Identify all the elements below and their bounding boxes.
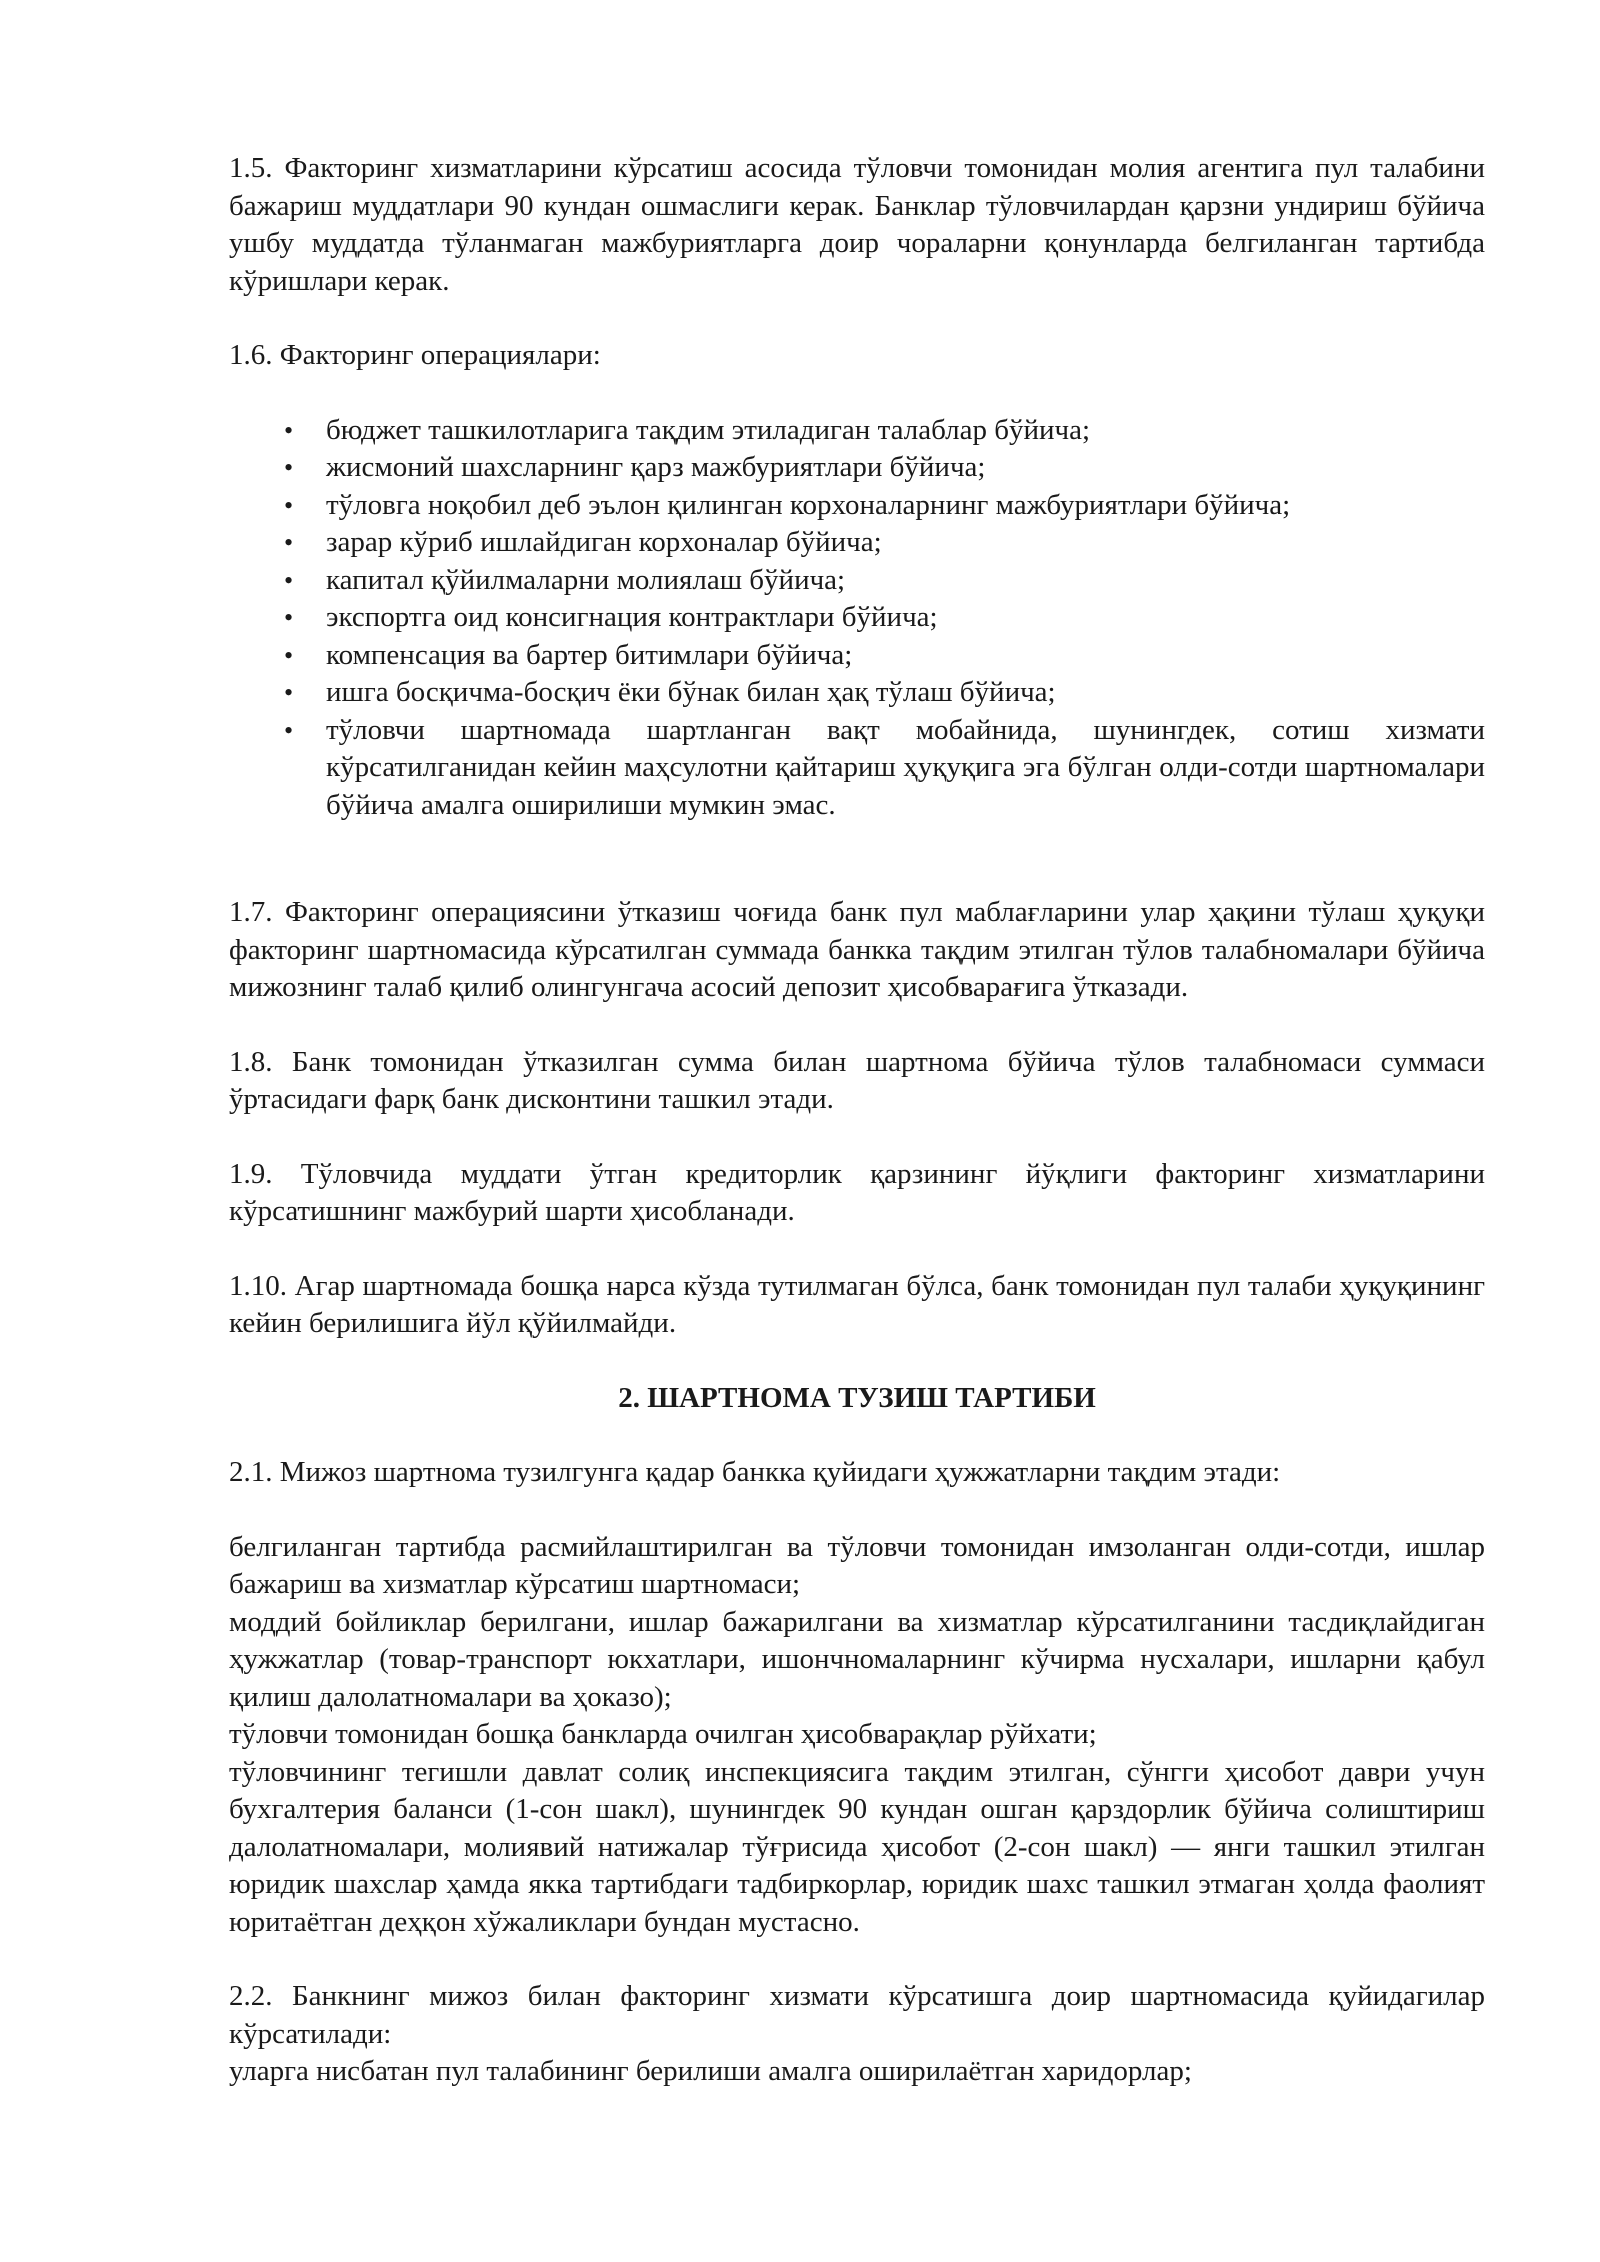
section-2-heading: 2. ШАРТНОМА ТУЗИШ ТАРТИБИ — [618, 1381, 1096, 1414]
list-item-text: зарар кўриб ишлайдиган корхоналар бўйича; — [326, 526, 882, 558]
paragraph-2-1: 2.1. Мижоз шартнома тузилгунга қадар банкка қуйидаги ҳужжатларни тақдим этади: — [229, 1456, 1281, 1488]
list-item — [229, 449, 1485, 487]
list-item — [229, 562, 1485, 600]
paragraph-1-8: 1.8. Банк томонидан ўтказилган сумма билан шартнома бўйича тўлов талабномаси суммаси ўртасидаги фарқ банк дисконтини ташкил этади. — [229, 1045, 1485, 1115]
document-item: белгиланган тартибда расмийлаштирилган ва тўловчи томонидан имзоланган олди-сотди, ишлар бажариш ва хизматлар кўрсатиш шартномаси; — [229, 1530, 1485, 1600]
bullet-icon: • — [284, 490, 294, 520]
list-item-text: тўловчи шартномада шартланган вақт мобайнида, шунингдек, сотиш хизмати кўрсатилганидан кейин маҳсулотни қайтариш ҳуқуқига эга бўлган олди-сотди шартномалари бўйича амалга оширилиши мумкин эмас. — [326, 713, 1485, 821]
paragraph-1-7: 1.7. Факторинг операциясини ўтказиш чоғида банк пул маблағларини улар ҳақини тўлаш ҳуқуқи факторинг шартномасида кўрсатилган суммада банкка тақдим этилган тўлов талабномалари бўйича мижознинг талаб қилиб олингунгача асосий депозит ҳисобварағига ўтказади. — [229, 896, 1485, 1003]
document-page — [229, 150, 1485, 2091]
list-item-text: компенсация ва бартер битимлари бўйича; — [326, 638, 853, 671]
list-item-text: бюджет ташкилотларига тақдим этиладиган талаблар бўйича; — [326, 413, 1090, 446]
bullet-icon: • — [284, 453, 294, 482]
list-item — [229, 599, 1485, 637]
bullet-icon: • — [284, 715, 294, 745]
document-item: тўловчи томонидан бошқа банкларда очилган ҳисобварақлар рўйхати; — [229, 1718, 1097, 1750]
list-item-text: ишга босқичма-босқич ёки бўнак билан ҳақ тўлаш бўйича; — [326, 676, 1056, 708]
list-item-text: экспортга оид консигнация контрактлари бўйича; — [326, 601, 938, 633]
bullet-icon: • — [284, 528, 294, 557]
list-item — [229, 674, 1485, 712]
paragraph-2-2: 2.2. Банкнинг мижоз билан факторинг хизмати кўрсатишга доир шартномасида қуйидагилар кўрсатилади: — [229, 1980, 1485, 2050]
bullet-icon: • — [284, 678, 294, 707]
paragraph-2-2-item: уларга нисбатан пул талабининг берилиши амалга оширилаётган харидорлар; — [229, 2055, 1192, 2087]
list-item — [229, 487, 1485, 525]
document-item: моддий бойликлар берилгани, ишлар бажарилгани ва хизматлар кўрсатилганини тасдиқлайдиган ҳужжатлар (товар-транспорт юкхатлари, ишончномаларнинг кўчирма нусхалари, ишларни қабул қилиш далолатномалари ва ҳоказо); — [229, 1605, 1485, 1713]
paragraph-1-10: 1.10. Агар шартномада бошқа нарса кўзда тутилмаган бўлса, банк томонидан пул талаби ҳуқуқининг кейин берилишига йўл қўйилмайди. — [229, 1269, 1485, 1339]
paragraph-1-5: 1.5. Факторинг хизматларини кўрсатиш асосида тўловчи томонидан молия агентига пул талабини бажариш муддатлари 90 кундан ошмаслиги керак. Банклар тўловчилардан қарзни ундириш бўйича ушбу муддатда тўланмаган мажбуриятларга доир чораларни қонунларда белгиланган тартибда кўришлари керак. — [229, 152, 1485, 297]
bullet-icon: • — [284, 565, 294, 595]
list-item — [229, 712, 1485, 825]
list-item-text: капитал қўйилмаларни молиялаш бўйича; — [326, 563, 846, 596]
list-item — [229, 524, 1485, 562]
bullet-icon: • — [284, 415, 294, 445]
document-item: тўловчининг тегишли давлат солиқ инспекциясига тақдим этилган, сўнгги ҳисобот даври учун бухгалтерия баланси (1-сон шакл), шунингдек 90 кундан ошган қарздорлик бўйича солиштириш далолатномалари, молиявий натижалар тўғрисида ҳисобот (2-сон шакл) — янги ташкил этилган юридик шахслар ҳамда якка тартибдаги тадбиркорлар, юридик шахс ташкил этмаган ҳолда фаолият юритаётган деҳқон хўжаликлари бундан мустасно. — [229, 1755, 1485, 1938]
paragraph-1-6: 1.6. Факторинг операциялари: — [229, 339, 601, 371]
list-item — [229, 637, 1485, 675]
list-item-text: тўловга ноқобил деб эълон қилинган корхоналарнинг мажбуриятлари бўйича; — [326, 488, 1291, 521]
bullet-icon: • — [284, 640, 294, 670]
list-item — [229, 412, 1485, 450]
bullet-icon: • — [284, 603, 294, 632]
factoring-exclusions-list — [229, 412, 1485, 825]
paragraph-1-9: 1.9. Тўловчида муддати ўтган кредиторлик қарзининг йўқлиги факторинг хизматларини кўрсатишнинг мажбурий шарти ҳисобланади. — [229, 1157, 1485, 1227]
list-item-text: жисмоний шахсларнинг қарз мажбуриятлари бўйича; — [326, 451, 986, 483]
